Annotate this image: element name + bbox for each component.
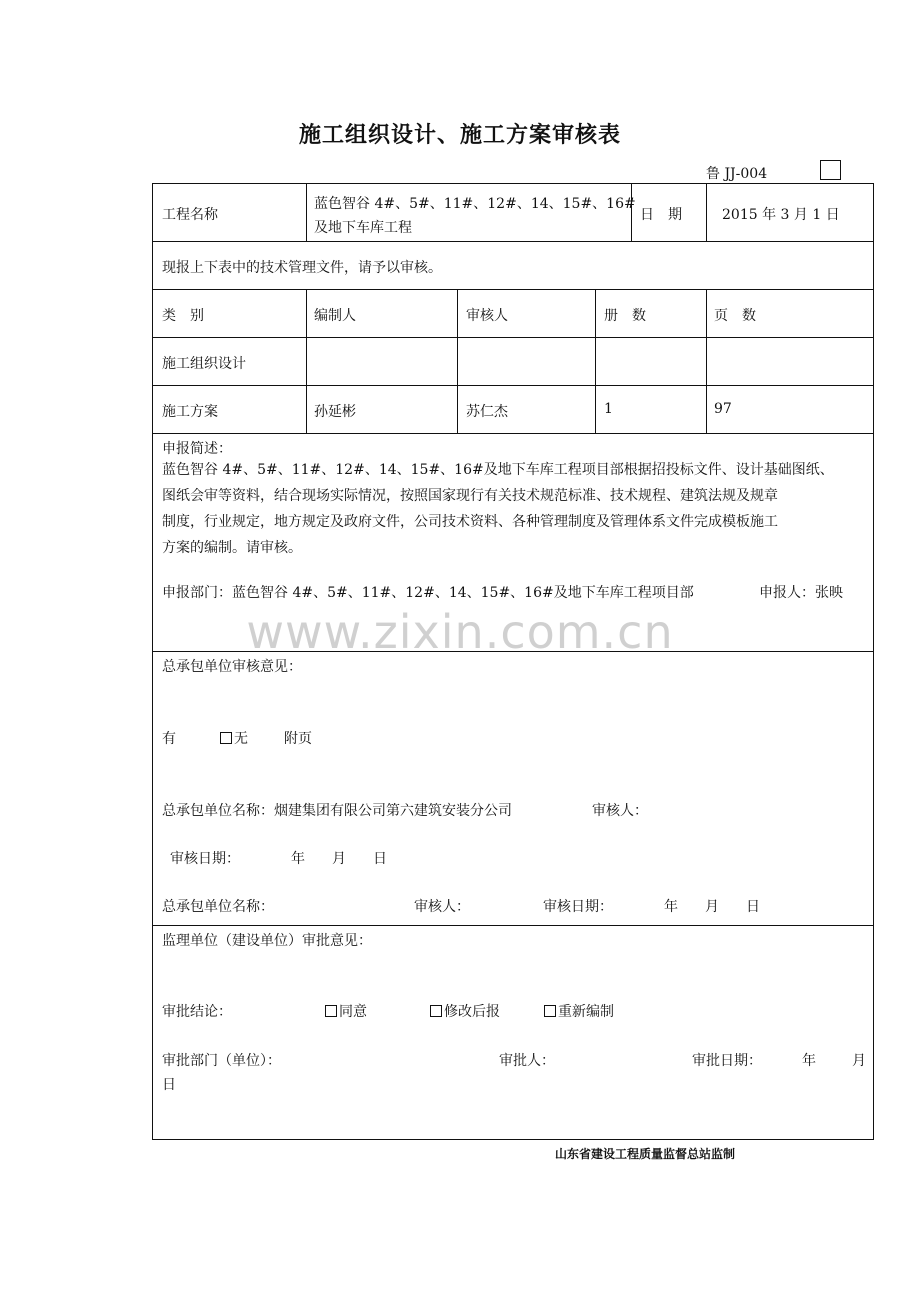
checkbox-icon[interactable] — [430, 1005, 442, 1017]
header-category: 类 别 — [162, 308, 204, 324]
approval-date-month: 月 — [852, 1053, 866, 1069]
option-revise[interactable] — [430, 1001, 500, 1021]
supervision-opinion-label: 监理单位（建设单位）审批意见： — [162, 933, 372, 949]
summary-line: 制度，行业规定，地方规定及政府文件，公司技术资料、各种管理制度及管理体系文件完成模板施工 — [162, 514, 778, 530]
row-divider — [152, 925, 874, 926]
approver-label: 审批人： — [499, 1053, 555, 1069]
approval-date-year: 年 — [802, 1053, 816, 1069]
row-category: 施工方案 — [162, 404, 218, 420]
project-name-line1: 蓝色智谷 4#、5#、11#、12#、14、15#、16# — [314, 196, 636, 212]
option-none[interactable] — [220, 728, 248, 748]
row-category: 施工组织设计 — [162, 356, 246, 372]
intro-text: 现报上下表中的技术管理文件，请予以审核。 — [162, 260, 442, 276]
date-value: 2015 年 3 月 1 日 — [722, 207, 840, 223]
project-label: 工程名称 — [162, 207, 218, 223]
review-date-month-2: 月 — [705, 899, 719, 915]
col-divider — [706, 289, 707, 433]
approval-date-label: 审批日期： — [692, 1053, 762, 1069]
row-author: 孙延彬 — [314, 404, 356, 420]
col-divider — [306, 183, 307, 241]
option-redo-label: 重新编制 — [558, 1004, 614, 1020]
row-reviewer: 苏仁杰 — [466, 404, 508, 420]
row-divider — [152, 289, 874, 290]
contractor-reviewer-2: 审核人： — [414, 899, 470, 915]
row-pages: 97 — [714, 401, 732, 417]
header-pages: 页 数 — [714, 308, 756, 324]
code-checkbox[interactable] — [820, 160, 841, 180]
summary-line: 方案的编制。请审核。 — [162, 540, 302, 556]
col-divider — [306, 289, 307, 433]
checkbox-icon[interactable] — [325, 1005, 337, 1017]
approval-conclusion-label: 审批结论： — [162, 1004, 232, 1020]
option-none-label: 无 — [234, 731, 248, 747]
review-date-label-2: 审核日期： — [543, 899, 613, 915]
review-date-label: 审核日期： — [170, 851, 240, 867]
approval-dept-label: 审批部门（单位）： — [162, 1053, 281, 1069]
review-date-year: 年 — [291, 851, 305, 867]
summary-dept: 申报部门：蓝色智谷 4#、5#、11#、12#、14、15#、16#及地下车库工程项目部 — [162, 585, 694, 601]
option-agree-label: 同意 — [339, 1004, 367, 1020]
summary-body — [162, 457, 872, 561]
checkbox-icon[interactable] — [220, 732, 232, 744]
row-divider — [152, 241, 874, 242]
date-label: 日 期 — [640, 207, 682, 223]
summary-line: 图纸会审等资料，结合现场实际情况，按照国家现行有关技术规范标准、技术规程、建筑法规及规章 — [162, 488, 778, 504]
col-divider — [457, 289, 458, 433]
review-date-month: 月 — [332, 851, 346, 867]
contractor-opinion-label: 总承包单位审核意见： — [162, 659, 302, 675]
contractor-reviewer: 审核人： — [592, 803, 648, 819]
checkbox-icon[interactable] — [544, 1005, 556, 1017]
review-date-day: 日 — [373, 851, 387, 867]
option-revise-label: 修改后报 — [444, 1004, 500, 1020]
row-divider — [152, 433, 874, 434]
header-volumes: 册 数 — [604, 308, 646, 324]
summary-line: 蓝色智谷 4#、5#、11#、12#、14、15#、16#及地下车库工程项目部根据招投标文件、设计基础图纸、 — [162, 462, 834, 478]
form-title: 施工组织设计、施工方案审核表 — [298, 122, 621, 148]
form-code: 鲁 JJ-004 — [706, 166, 768, 182]
option-agree[interactable] — [325, 1001, 367, 1021]
header-author: 编制人 — [314, 308, 356, 324]
watermark: www.zixin.com.cn — [246, 605, 674, 659]
review-date-day-2: 日 — [746, 899, 760, 915]
row-divider — [152, 385, 874, 386]
col-divider — [595, 289, 596, 433]
row-volumes: 1 — [604, 401, 613, 417]
option-has: 有 — [162, 731, 176, 747]
contractor-unit: 总承包单位名称：烟建集团有限公司第六建筑安装分公司 — [162, 803, 512, 819]
summary-applicant: 申报人：张映 — [759, 585, 843, 601]
review-date-year-2: 年 — [664, 899, 678, 915]
header-reviewer: 审核人 — [466, 308, 508, 324]
contractor-unit-2: 总承包单位名称： — [162, 899, 274, 915]
option-attach: 附页 — [284, 731, 312, 747]
project-name-line2: 及地下车库工程 — [314, 220, 412, 236]
footer-issuer: 山东省建设工程质量监督总站监制 — [555, 1147, 736, 1161]
summary-label: 申报简述： — [162, 441, 232, 457]
col-divider — [706, 183, 707, 241]
approval-date-day: 日 — [162, 1077, 176, 1093]
option-redo[interactable] — [544, 1001, 614, 1021]
row-divider — [152, 651, 874, 652]
row-divider — [152, 337, 874, 338]
